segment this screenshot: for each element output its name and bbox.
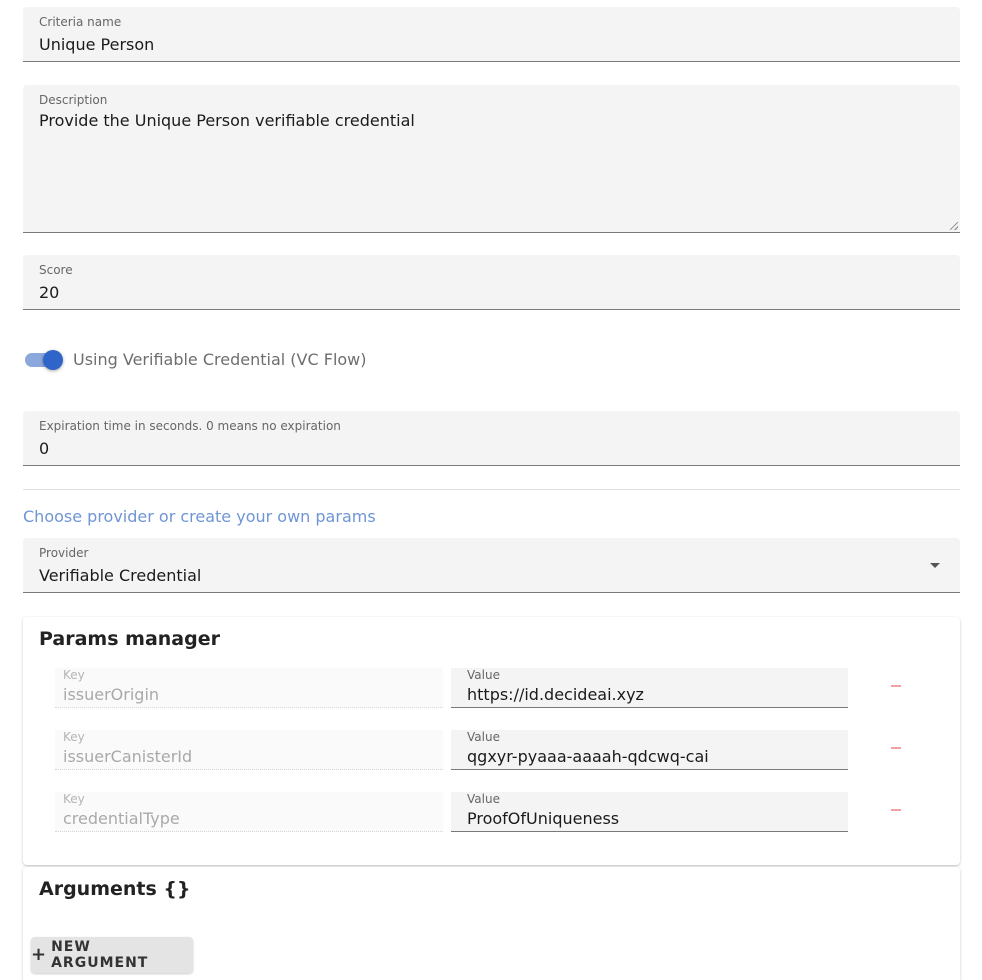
- expiration-value[interactable]: 0: [39, 439, 50, 458]
- param-key-value: credentialType: [63, 809, 180, 828]
- param-value-text[interactable]: qgxyr-pyaaa-aaaah-qdcwq-cai: [467, 747, 709, 766]
- params-manager-card: [23, 617, 960, 865]
- expiration-field[interactable]: [23, 411, 960, 466]
- param-value-label: Value: [467, 668, 500, 682]
- criteria-name-value[interactable]: Unique Person: [39, 35, 155, 54]
- criteria-name-label: Criteria name: [39, 15, 122, 29]
- param-value-label: Value: [467, 792, 500, 806]
- arguments-title: Arguments {}: [39, 878, 191, 900]
- plus-icon: +: [31, 944, 48, 965]
- section-divider: [23, 489, 960, 490]
- param-value-text[interactable]: https://id.decideai.xyz: [467, 685, 644, 704]
- param-key-value: issuerCanisterId: [63, 747, 193, 766]
- description-value[interactable]: Provide the Unique Person verifiable credential: [39, 111, 415, 130]
- param-value-field[interactable]: [451, 668, 848, 708]
- vc-flow-toggle-thumb[interactable]: [43, 350, 63, 370]
- new-argument-button[interactable]: [31, 937, 193, 973]
- minus-icon[interactable]: [891, 685, 901, 687]
- param-key-label: Key: [63, 668, 85, 682]
- caret-down-icon[interactable]: [930, 563, 940, 568]
- param-key-label: Key: [63, 792, 85, 806]
- criteria-name-field[interactable]: [23, 7, 960, 62]
- new-argument-label: NEW ARGUMENT: [51, 939, 149, 971]
- param-value-field[interactable]: [451, 730, 848, 770]
- score-value[interactable]: 20: [39, 283, 60, 302]
- param-value-label: Value: [467, 730, 500, 744]
- arguments-card: [23, 867, 960, 980]
- vc-flow-toggle-label: Using Verifiable Credential (VC Flow): [73, 350, 367, 369]
- provider-label: Provider: [39, 546, 89, 560]
- param-value-text[interactable]: ProofOfUniqueness: [467, 809, 620, 828]
- score-field[interactable]: [23, 255, 960, 310]
- provider-select[interactable]: [23, 538, 960, 593]
- param-key-label: Key: [63, 730, 85, 744]
- provider-section-hint: Choose provider or create your own params: [23, 507, 376, 526]
- param-key-field: [55, 730, 443, 770]
- param-key-field: [55, 792, 443, 832]
- param-key-field: [55, 668, 443, 708]
- provider-selected-value[interactable]: Verifiable Credential: [39, 566, 202, 585]
- param-key-value: issuerOrigin: [63, 685, 160, 704]
- minus-icon[interactable]: [891, 809, 901, 811]
- minus-icon[interactable]: [891, 747, 901, 749]
- expiration-label: Expiration time in seconds. 0 means no expiration: [39, 419, 341, 433]
- description-field[interactable]: [23, 85, 960, 233]
- params-manager-title: Params manager: [39, 628, 220, 650]
- score-label: Score: [39, 263, 73, 277]
- resize-handle-icon[interactable]: [950, 222, 958, 230]
- param-value-field[interactable]: [451, 792, 848, 832]
- description-label: Description: [39, 93, 108, 107]
